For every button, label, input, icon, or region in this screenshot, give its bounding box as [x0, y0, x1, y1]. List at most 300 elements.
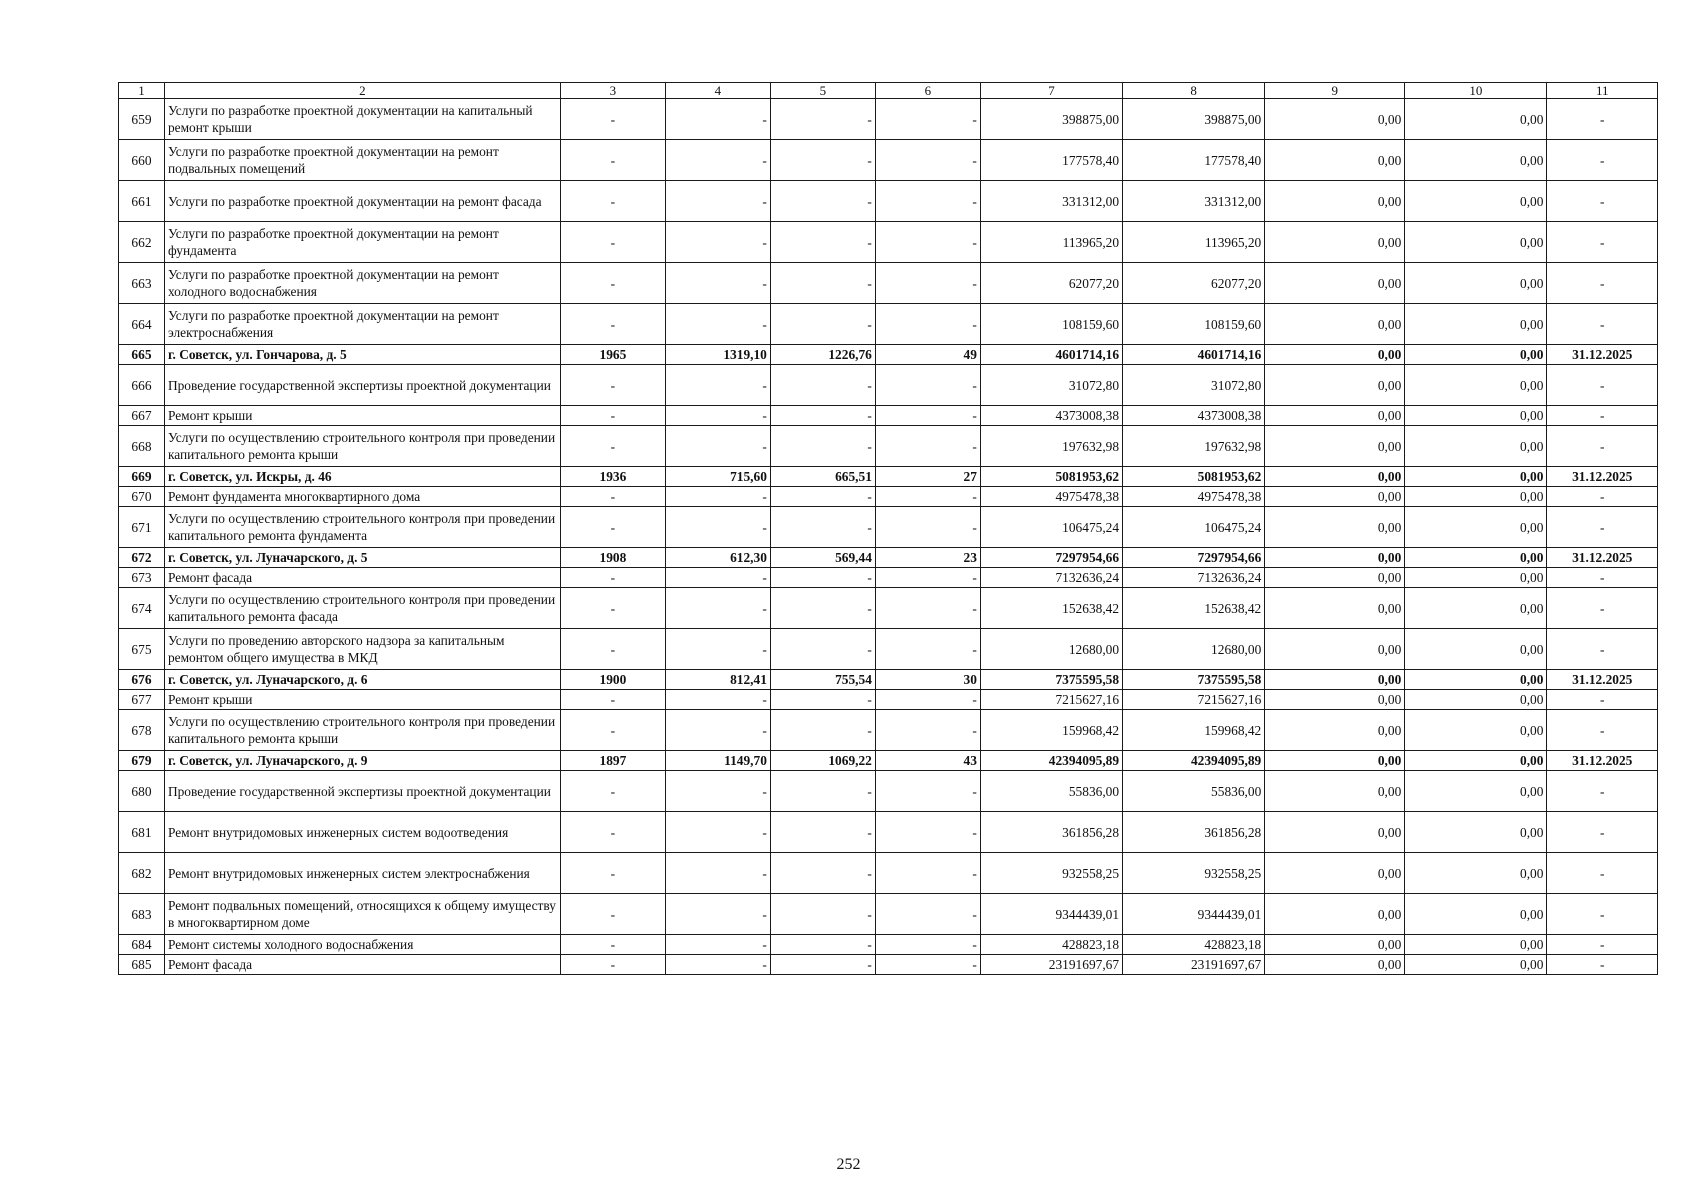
row-number-cell: 661 [119, 181, 165, 222]
work-name-cell: Услуги по осуществлению строительного контроля при проведении капитального ремонта крыши [164, 710, 560, 751]
cost-fund-cell: 62077,20 [1123, 263, 1265, 304]
cost-budget-cell: 0,00 [1265, 955, 1405, 975]
cost-fund-cell: 55836,00 [1123, 771, 1265, 812]
cost-total-cell: 31072,80 [980, 365, 1122, 406]
work-row [119, 690, 1658, 710]
total-area-cell: - [665, 181, 770, 222]
cost-budget-cell: 0,00 [1265, 140, 1405, 181]
cost-fund-cell: 108159,60 [1123, 304, 1265, 345]
row-number-cell: 666 [119, 365, 165, 406]
year-cell: - [560, 507, 665, 548]
work-name-cell: Проведение государственной экспертизы проектной документации [164, 771, 560, 812]
row-number-cell: 668 [119, 426, 165, 467]
row-number-cell: 662 [119, 222, 165, 263]
work-name-cell: Ремонт внутридомовых инженерных систем электроснабжения [164, 853, 560, 894]
cost-other-cell: 0,00 [1405, 406, 1547, 426]
year-cell: 1965 [560, 345, 665, 365]
year-cell: - [560, 853, 665, 894]
deadline-cell: - [1547, 507, 1658, 548]
residents-cell: - [875, 935, 980, 955]
cost-other-cell: 0,00 [1405, 304, 1547, 345]
column-number-cell: 7 [980, 83, 1122, 99]
living-area-cell: - [770, 955, 875, 975]
cost-total-cell: 159968,42 [980, 710, 1122, 751]
living-area-cell: - [770, 894, 875, 935]
year-cell: 1936 [560, 467, 665, 487]
address-row [119, 670, 1658, 690]
deadline-cell: - [1547, 853, 1658, 894]
row-number-cell: 665 [119, 345, 165, 365]
cost-total-cell: 7375595,58 [980, 670, 1122, 690]
work-row [119, 426, 1658, 467]
total-area-cell: 1149,70 [665, 751, 770, 771]
deadline-cell: - [1547, 710, 1658, 751]
row-number-cell: 669 [119, 467, 165, 487]
deadline-cell: - [1547, 812, 1658, 853]
cost-total-cell: 9344439,01 [980, 894, 1122, 935]
year-cell: - [560, 304, 665, 345]
total-area-cell: 715,60 [665, 467, 770, 487]
year-cell: - [560, 487, 665, 507]
cost-total-cell: 361856,28 [980, 812, 1122, 853]
work-row [119, 222, 1658, 263]
total-area-cell: - [665, 710, 770, 751]
cost-total-cell: 4975478,38 [980, 487, 1122, 507]
living-area-cell: 665,51 [770, 467, 875, 487]
deadline-cell: 31.12.2025 [1547, 345, 1658, 365]
row-number-cell: 678 [119, 710, 165, 751]
column-number-cell: 10 [1405, 83, 1547, 99]
year-cell: - [560, 812, 665, 853]
cost-budget-cell: 0,00 [1265, 507, 1405, 548]
address-row [119, 345, 1658, 365]
year-cell: - [560, 771, 665, 812]
cost-budget-cell: 0,00 [1265, 629, 1405, 670]
cost-other-cell: 0,00 [1405, 487, 1547, 507]
work-row [119, 955, 1658, 975]
cost-budget-cell: 0,00 [1265, 588, 1405, 629]
total-area-cell: - [665, 588, 770, 629]
cost-total-cell: 4601714,16 [980, 345, 1122, 365]
cost-other-cell: 0,00 [1405, 365, 1547, 406]
total-area-cell: - [665, 99, 770, 140]
cost-budget-cell: 0,00 [1265, 99, 1405, 140]
living-area-cell: - [770, 771, 875, 812]
deadline-cell: - [1547, 181, 1658, 222]
total-area-cell: - [665, 263, 770, 304]
work-name-cell: Услуги по осуществлению строительного контроля при проведении капитального ремонта фасада [164, 588, 560, 629]
work-row [119, 853, 1658, 894]
living-area-cell: - [770, 710, 875, 751]
cost-other-cell: 0,00 [1405, 670, 1547, 690]
work-name-cell: г. Советск, ул. Луначарского, д. 5 [164, 548, 560, 568]
total-area-cell: - [665, 140, 770, 181]
cost-total-cell: 5081953,62 [980, 467, 1122, 487]
deadline-cell: - [1547, 304, 1658, 345]
year-cell: 1897 [560, 751, 665, 771]
deadline-cell: - [1547, 935, 1658, 955]
total-area-cell: - [665, 894, 770, 935]
year-cell: - [560, 588, 665, 629]
cost-other-cell: 0,00 [1405, 345, 1547, 365]
cost-fund-cell: 4373008,38 [1123, 406, 1265, 426]
cost-total-cell: 55836,00 [980, 771, 1122, 812]
row-number-cell: 677 [119, 690, 165, 710]
cost-other-cell: 0,00 [1405, 771, 1547, 812]
year-cell: - [560, 263, 665, 304]
living-area-cell: 755,54 [770, 670, 875, 690]
deadline-cell: - [1547, 771, 1658, 812]
cost-fund-cell: 7132636,24 [1123, 568, 1265, 588]
cost-total-cell: 398875,00 [980, 99, 1122, 140]
cost-budget-cell: 0,00 [1265, 426, 1405, 467]
cost-budget-cell: 0,00 [1265, 467, 1405, 487]
residents-cell: - [875, 955, 980, 975]
residents-cell: 30 [875, 670, 980, 690]
year-cell: - [560, 365, 665, 406]
work-name-cell: Ремонт внутридомовых инженерных систем водоотведения [164, 812, 560, 853]
residents-cell: - [875, 710, 980, 751]
cost-fund-cell: 932558,25 [1123, 853, 1265, 894]
cost-total-cell: 177578,40 [980, 140, 1122, 181]
living-area-cell: - [770, 935, 875, 955]
total-area-cell: - [665, 426, 770, 467]
work-name-cell: Ремонт крыши [164, 406, 560, 426]
work-name-cell: Ремонт крыши [164, 690, 560, 710]
living-area-cell: - [770, 568, 875, 588]
work-name-cell: Услуги по осуществлению строительного контроля при проведении капитального ремонта крыши [164, 426, 560, 467]
cost-other-cell: 0,00 [1405, 548, 1547, 568]
cost-budget-cell: 0,00 [1265, 670, 1405, 690]
residents-cell: - [875, 894, 980, 935]
cost-fund-cell: 7375595,58 [1123, 670, 1265, 690]
work-name-cell: Ремонт фасада [164, 955, 560, 975]
column-number-cell: 11 [1547, 83, 1658, 99]
work-row [119, 894, 1658, 935]
cost-other-cell: 0,00 [1405, 467, 1547, 487]
year-cell: - [560, 894, 665, 935]
row-number-cell: 676 [119, 670, 165, 690]
column-number-cell: 4 [665, 83, 770, 99]
cost-total-cell: 62077,20 [980, 263, 1122, 304]
work-name-cell: Ремонт подвальных помещений, относящихся к общему имуществу в многоквартирном доме [164, 894, 560, 935]
cost-fund-cell: 106475,24 [1123, 507, 1265, 548]
living-area-cell: - [770, 853, 875, 894]
address-row [119, 548, 1658, 568]
living-area-cell: - [770, 812, 875, 853]
total-area-cell: - [665, 853, 770, 894]
total-area-cell: - [665, 690, 770, 710]
work-name-cell: Услуги по разработке проектной документации на ремонт фасада [164, 181, 560, 222]
cost-total-cell: 108159,60 [980, 304, 1122, 345]
work-name-cell: Услуги по разработке проектной документации на ремонт электроснабжения [164, 304, 560, 345]
cost-other-cell: 0,00 [1405, 853, 1547, 894]
row-number-cell: 685 [119, 955, 165, 975]
cost-fund-cell: 31072,80 [1123, 365, 1265, 406]
cost-fund-cell: 5081953,62 [1123, 467, 1265, 487]
row-number-cell: 663 [119, 263, 165, 304]
work-name-cell: Проведение государственной экспертизы проектной документации [164, 365, 560, 406]
cost-budget-cell: 0,00 [1265, 710, 1405, 751]
cost-other-cell: 0,00 [1405, 181, 1547, 222]
residents-cell: - [875, 304, 980, 345]
cost-budget-cell: 0,00 [1265, 751, 1405, 771]
residents-cell: 43 [875, 751, 980, 771]
deadline-cell: - [1547, 588, 1658, 629]
row-number-cell: 670 [119, 487, 165, 507]
year-cell: - [560, 426, 665, 467]
residents-cell: - [875, 629, 980, 670]
residents-cell: - [875, 568, 980, 588]
work-name-cell: г. Советск, ул. Гончарова, д. 5 [164, 345, 560, 365]
total-area-cell: 1319,10 [665, 345, 770, 365]
work-row [119, 263, 1658, 304]
deadline-cell: - [1547, 222, 1658, 263]
living-area-cell: - [770, 690, 875, 710]
living-area-cell: - [770, 222, 875, 263]
living-area-cell: - [770, 426, 875, 467]
living-area-cell: - [770, 304, 875, 345]
year-cell: - [560, 690, 665, 710]
cost-fund-cell: 197632,98 [1123, 426, 1265, 467]
cost-other-cell: 0,00 [1405, 140, 1547, 181]
work-row [119, 365, 1658, 406]
cost-other-cell: 0,00 [1405, 710, 1547, 751]
year-cell: - [560, 955, 665, 975]
cost-other-cell: 0,00 [1405, 751, 1547, 771]
column-number-cell: 6 [875, 83, 980, 99]
cost-budget-cell: 0,00 [1265, 935, 1405, 955]
work-row [119, 629, 1658, 670]
residents-cell: - [875, 588, 980, 629]
cost-fund-cell: 159968,42 [1123, 710, 1265, 751]
cost-fund-cell: 177578,40 [1123, 140, 1265, 181]
column-number-cell: 1 [119, 83, 165, 99]
living-area-cell: - [770, 181, 875, 222]
deadline-cell: 31.12.2025 [1547, 751, 1658, 771]
year-cell: - [560, 710, 665, 751]
cost-fund-cell: 12680,00 [1123, 629, 1265, 670]
living-area-cell: - [770, 263, 875, 304]
residents-cell: - [875, 853, 980, 894]
year-cell: 1900 [560, 670, 665, 690]
work-name-cell: Услуги по проведению авторского надзора за капитальным ремонтом общего имущества в МКД [164, 629, 560, 670]
deadline-cell: - [1547, 140, 1658, 181]
year-cell: - [560, 568, 665, 588]
work-name-cell: Услуги по разработке проектной документации на ремонт подвальных помещений [164, 140, 560, 181]
address-row [119, 467, 1658, 487]
total-area-cell: 612,30 [665, 548, 770, 568]
cost-budget-cell: 0,00 [1265, 365, 1405, 406]
total-area-cell: - [665, 406, 770, 426]
row-number-cell: 682 [119, 853, 165, 894]
cost-budget-cell: 0,00 [1265, 568, 1405, 588]
row-number-cell: 684 [119, 935, 165, 955]
cost-other-cell: 0,00 [1405, 507, 1547, 548]
document-sheet [118, 82, 1658, 975]
cost-total-cell: 7132636,24 [980, 568, 1122, 588]
cost-other-cell: 0,00 [1405, 99, 1547, 140]
cost-fund-cell: 398875,00 [1123, 99, 1265, 140]
total-area-cell: - [665, 304, 770, 345]
page-number: 252 [836, 1156, 861, 1173]
work-name-cell: Услуги по осуществлению строительного контроля при проведении капитального ремонта фундамента [164, 507, 560, 548]
work-row [119, 140, 1658, 181]
residents-cell: - [875, 771, 980, 812]
cost-fund-cell: 113965,20 [1123, 222, 1265, 263]
work-name-cell: Ремонт фундамента многоквартирного дома [164, 487, 560, 507]
cost-other-cell: 0,00 [1405, 690, 1547, 710]
cost-fund-cell: 9344439,01 [1123, 894, 1265, 935]
year-cell: - [560, 935, 665, 955]
total-area-cell: - [665, 507, 770, 548]
living-area-cell: 569,44 [770, 548, 875, 568]
residents-cell: - [875, 507, 980, 548]
cost-fund-cell: 4601714,16 [1123, 345, 1265, 365]
row-number-cell: 671 [119, 507, 165, 548]
work-name-cell: г. Советск, ул. Луначарского, д. 6 [164, 670, 560, 690]
row-number-cell: 673 [119, 568, 165, 588]
total-area-cell: - [665, 568, 770, 588]
column-number-cell: 9 [1265, 83, 1405, 99]
cost-fund-cell: 7215627,16 [1123, 690, 1265, 710]
work-row [119, 487, 1658, 507]
deadline-cell: - [1547, 629, 1658, 670]
column-number-header-row [119, 83, 1658, 99]
row-number-cell: 679 [119, 751, 165, 771]
deadline-cell: - [1547, 406, 1658, 426]
deadline-cell: - [1547, 690, 1658, 710]
cost-other-cell: 0,00 [1405, 263, 1547, 304]
cost-other-cell: 0,00 [1405, 955, 1547, 975]
residents-cell: 27 [875, 467, 980, 487]
cost-total-cell: 197632,98 [980, 426, 1122, 467]
residents-cell: - [875, 426, 980, 467]
year-cell: - [560, 222, 665, 263]
cost-fund-cell: 42394095,89 [1123, 751, 1265, 771]
row-number-cell: 680 [119, 771, 165, 812]
cost-budget-cell: 0,00 [1265, 406, 1405, 426]
work-name-cell: Услуги по разработке проектной документации на ремонт холодного водоснабжения [164, 263, 560, 304]
cost-other-cell: 0,00 [1405, 222, 1547, 263]
row-number-cell: 659 [119, 99, 165, 140]
year-cell: - [560, 629, 665, 670]
year-cell: 1908 [560, 548, 665, 568]
deadline-cell: - [1547, 487, 1658, 507]
living-area-cell: - [770, 507, 875, 548]
total-area-cell: - [665, 629, 770, 670]
residents-cell: - [875, 99, 980, 140]
cost-budget-cell: 0,00 [1265, 894, 1405, 935]
work-row [119, 812, 1658, 853]
residents-cell: - [875, 690, 980, 710]
row-number-cell: 675 [119, 629, 165, 670]
cost-fund-cell: 361856,28 [1123, 812, 1265, 853]
address-row [119, 751, 1658, 771]
work-row [119, 710, 1658, 751]
living-area-cell: - [770, 140, 875, 181]
cost-budget-cell: 0,00 [1265, 181, 1405, 222]
living-area-cell: - [770, 487, 875, 507]
work-name-cell: Услуги по разработке проектной документации на капитальный ремонт крыши [164, 99, 560, 140]
living-area-cell: 1069,22 [770, 751, 875, 771]
work-row [119, 568, 1658, 588]
cost-other-cell: 0,00 [1405, 426, 1547, 467]
work-name-cell: г. Советск, ул. Искры, д. 46 [164, 467, 560, 487]
deadline-cell: - [1547, 894, 1658, 935]
row-number-cell: 664 [119, 304, 165, 345]
column-number-cell: 3 [560, 83, 665, 99]
row-number-cell: 683 [119, 894, 165, 935]
work-row [119, 771, 1658, 812]
work-row [119, 99, 1658, 140]
cost-total-cell: 113965,20 [980, 222, 1122, 263]
total-area-cell: 812,41 [665, 670, 770, 690]
row-number-cell: 667 [119, 406, 165, 426]
cost-fund-cell: 23191697,67 [1123, 955, 1265, 975]
year-cell: - [560, 99, 665, 140]
deadline-cell: - [1547, 568, 1658, 588]
cost-fund-cell: 331312,00 [1123, 181, 1265, 222]
work-name-cell: Услуги по разработке проектной документации на ремонт фундамента [164, 222, 560, 263]
deadline-cell: 31.12.2025 [1547, 548, 1658, 568]
row-number-cell: 672 [119, 548, 165, 568]
residents-cell: - [875, 263, 980, 304]
total-area-cell: - [665, 222, 770, 263]
living-area-cell: - [770, 588, 875, 629]
deadline-cell: 31.12.2025 [1547, 467, 1658, 487]
deadline-cell: - [1547, 955, 1658, 975]
work-name-cell: г. Советск, ул. Луначарского, д. 9 [164, 751, 560, 771]
residents-cell: - [875, 406, 980, 426]
total-area-cell: - [665, 812, 770, 853]
living-area-cell: 1226,76 [770, 345, 875, 365]
cost-budget-cell: 0,00 [1265, 690, 1405, 710]
cost-fund-cell: 152638,42 [1123, 588, 1265, 629]
cost-budget-cell: 0,00 [1265, 345, 1405, 365]
living-area-cell: - [770, 365, 875, 406]
cost-budget-cell: 0,00 [1265, 263, 1405, 304]
cost-budget-cell: 0,00 [1265, 771, 1405, 812]
work-row [119, 304, 1658, 345]
work-row [119, 181, 1658, 222]
cost-total-cell: 106475,24 [980, 507, 1122, 548]
residents-cell: - [875, 140, 980, 181]
row-number-cell: 660 [119, 140, 165, 181]
work-row [119, 935, 1658, 955]
cost-total-cell: 7297954,66 [980, 548, 1122, 568]
cost-budget-cell: 0,00 [1265, 487, 1405, 507]
cost-fund-cell: 7297954,66 [1123, 548, 1265, 568]
total-area-cell: - [665, 955, 770, 975]
cost-other-cell: 0,00 [1405, 588, 1547, 629]
work-name-cell: Ремонт системы холодного водоснабжения [164, 935, 560, 955]
living-area-cell: - [770, 99, 875, 140]
cost-total-cell: 331312,00 [980, 181, 1122, 222]
total-area-cell: - [665, 487, 770, 507]
living-area-cell: - [770, 629, 875, 670]
column-number-cell: 5 [770, 83, 875, 99]
cost-other-cell: 0,00 [1405, 935, 1547, 955]
year-cell: - [560, 406, 665, 426]
cost-total-cell: 7215627,16 [980, 690, 1122, 710]
cost-total-cell: 932558,25 [980, 853, 1122, 894]
cost-other-cell: 0,00 [1405, 568, 1547, 588]
cost-total-cell: 428823,18 [980, 935, 1122, 955]
total-area-cell: - [665, 771, 770, 812]
cost-other-cell: 0,00 [1405, 894, 1547, 935]
residents-cell: 49 [875, 345, 980, 365]
